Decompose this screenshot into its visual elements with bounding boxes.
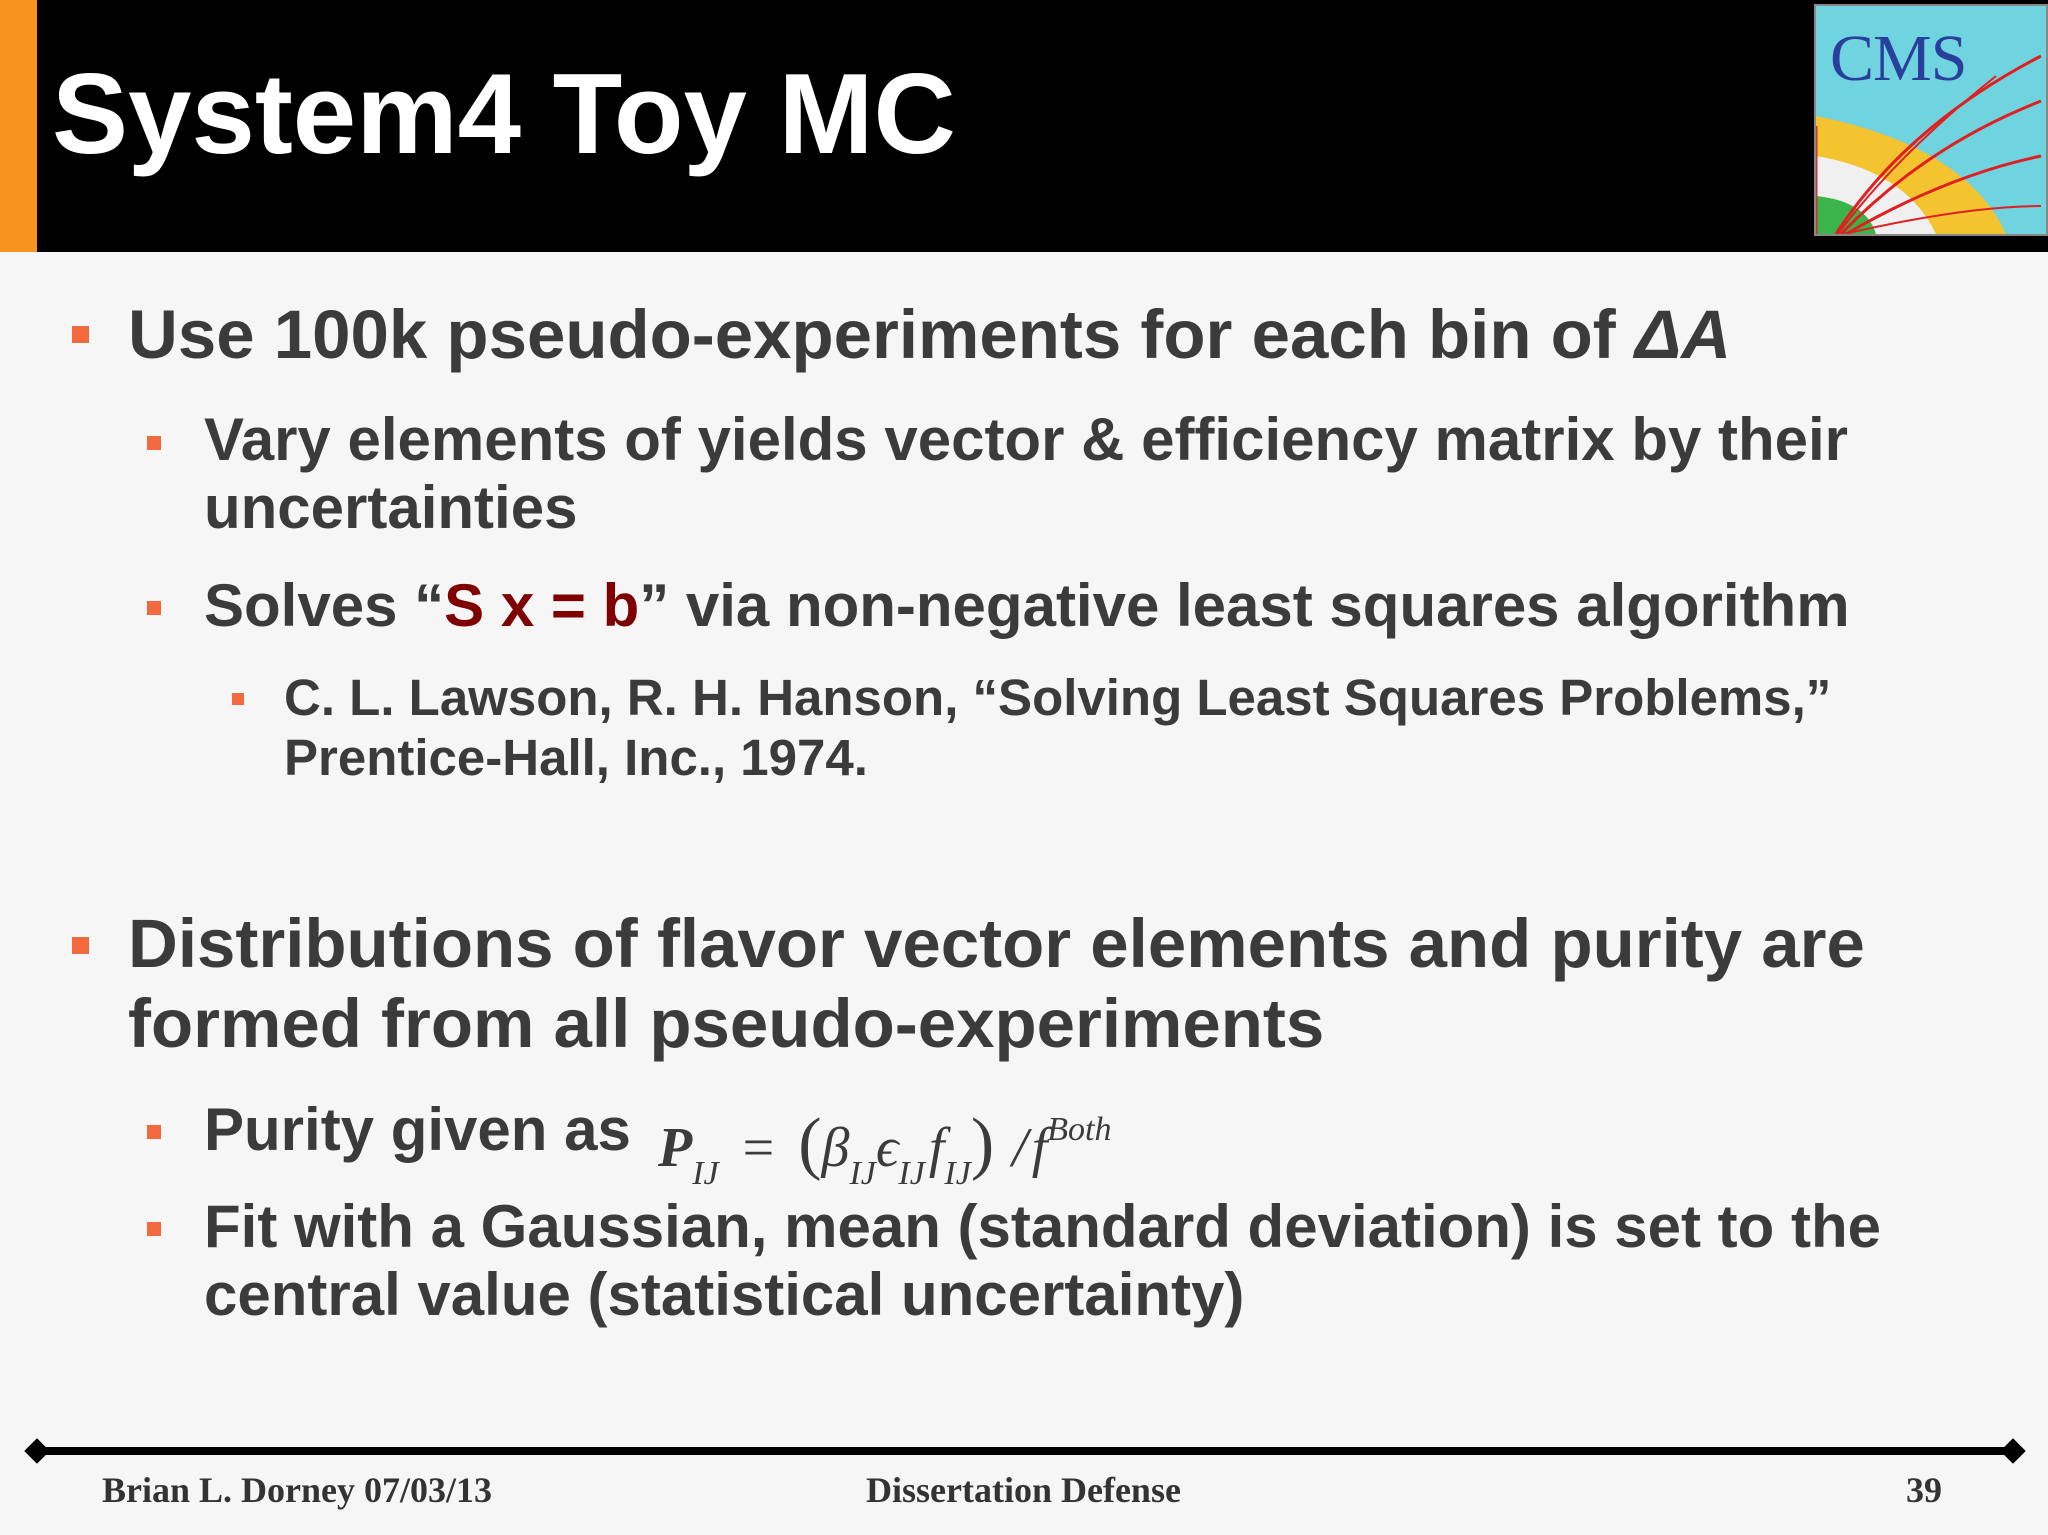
footer-author: Brian L. Dorney 07/03/13 <box>102 1470 493 1510</box>
formula-beta: β <box>821 1117 850 1179</box>
formula-sub: IJ <box>692 1155 719 1192</box>
paren-close-icon: ) <box>970 1105 995 1182</box>
bullet-marker <box>72 326 89 343</box>
formula-sub: IJ <box>849 1155 876 1192</box>
formula-p: P <box>658 1117 693 1179</box>
bullet-2-line2: formed from all pseudo-experiments <box>128 985 1325 1062</box>
footer-event: Dissertation Defense <box>866 1470 1181 1510</box>
bullet-1-text: Use 100k pseudo-experiments for each bin of <box>128 296 1635 373</box>
bullet-1-2-pre: Solves “ <box>204 572 445 639</box>
bullet-2-2-line1: Fit with a Gaussian, mean (standard deviation) is set to the <box>204 1193 1881 1260</box>
delta-a-symbol: ΔA <box>1634 296 1732 373</box>
bullet-1-1 <box>204 406 1848 542</box>
accent-strip <box>0 0 37 252</box>
cms-logo <box>1814 4 2048 236</box>
bullet-1-2 <box>204 572 1850 640</box>
bullet-2-2 <box>204 1193 1881 1329</box>
bullet-1-1-line2: uncertainties <box>204 474 578 541</box>
formula-slash: / <box>1012 1117 1028 1179</box>
formula-f: f <box>928 1117 945 1179</box>
diamond-right-icon <box>2000 1438 2025 1463</box>
bullet-1-2-1 <box>284 668 1831 788</box>
bullet-2-1 <box>204 1096 631 1164</box>
footer-rule <box>34 1447 2014 1455</box>
bullet-marker <box>72 937 89 954</box>
bullet-marker <box>147 601 161 615</box>
bullet-2 <box>128 904 1865 1064</box>
paren-open-icon: ( <box>798 1105 822 1182</box>
equation-highlight: S x = b <box>444 572 640 639</box>
formula-f-both: f <box>1031 1117 1048 1179</box>
bullet-marker <box>147 436 161 450</box>
formula-eq: = <box>742 1117 775 1179</box>
bullet-1-2-post: ” via non-negative least squares algorithm <box>639 572 1850 639</box>
formula-eps: ϵ <box>875 1117 899 1179</box>
reference-line1: C. L. Lawson, R. H. Hanson, “Solving Least Squares Problems,” <box>284 669 1832 726</box>
bullet-marker <box>232 693 244 705</box>
bullet-2-line1: Distributions of flavor vector elements and purity are <box>128 905 1865 982</box>
bullet-marker <box>147 1125 161 1139</box>
formula-sup-both: Both <box>1047 1111 1112 1148</box>
bullet-marker <box>147 1222 161 1236</box>
slide-title: System4 Toy MC <box>52 51 956 178</box>
page-number: 39 <box>1906 1470 1942 1510</box>
cms-logo-text: CMS <box>1830 22 1967 95</box>
bullet-2-2-line2: central value (statistical uncertainty) <box>204 1261 1245 1328</box>
bullet-1-1-line1: Vary elements of yields vector & efficiency matrix by their <box>204 406 1849 473</box>
bullet-2-1-text: Purity given as <box>204 1096 631 1163</box>
reference-line2: Prentice-Hall, Inc., 1974. <box>284 729 868 786</box>
bullet-1 <box>128 295 1731 375</box>
formula-sub: IJ <box>898 1155 925 1192</box>
diamond-left-icon <box>24 1438 49 1463</box>
formula-sub: IJ <box>944 1155 971 1192</box>
